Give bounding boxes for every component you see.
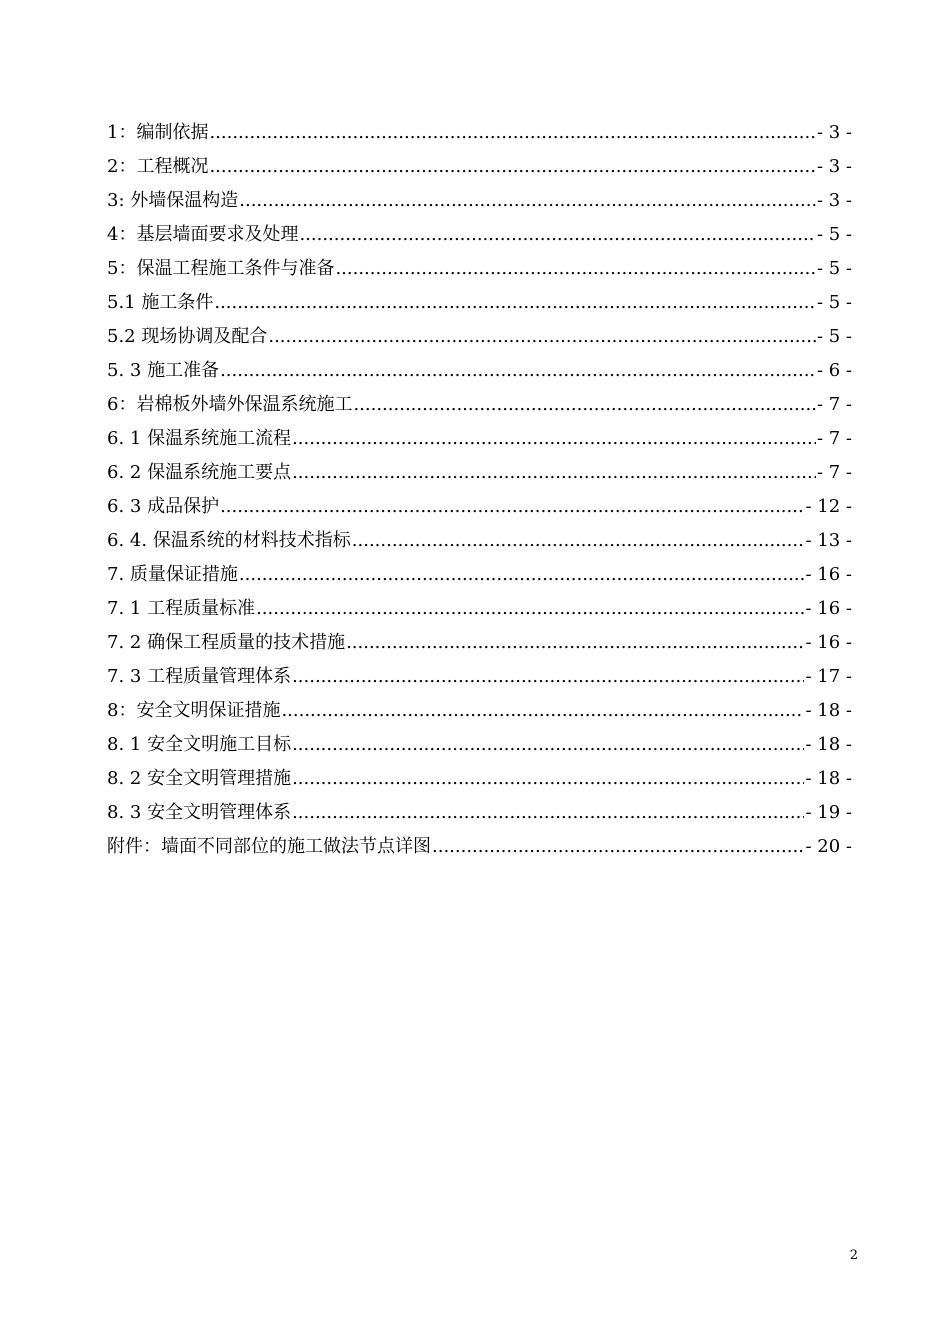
toc-entry[interactable]	[107, 689, 852, 723]
toc-entry-page: - 13 -	[805, 530, 852, 551]
page-number: 2	[849, 1248, 858, 1263]
toc-entry-page: - 3 -	[816, 122, 852, 143]
toc-dot-leader	[220, 359, 816, 383]
toc-dot-leader	[346, 631, 804, 655]
toc-entry-page: - 3 -	[816, 156, 852, 177]
toc-dot-leader	[239, 563, 805, 587]
toc-entry[interactable]	[107, 417, 852, 451]
toc-entry[interactable]	[107, 519, 852, 553]
toc-entry-title: 6：岩棉板外墙外保温系统施工	[107, 394, 353, 415]
toc-entry[interactable]	[107, 485, 852, 519]
toc-entry[interactable]	[107, 383, 852, 417]
toc-entry-page: - 5 -	[816, 326, 852, 347]
toc-entry[interactable]	[107, 553, 852, 587]
toc-entry[interactable]	[107, 281, 852, 315]
toc-entry-page: - 12 -	[805, 496, 852, 517]
toc-entry-title: 5.1 施工条件	[107, 292, 214, 313]
toc-entry-page: - 19 -	[805, 802, 852, 823]
toc-entry-title: 6. 3 成品保护	[107, 496, 220, 517]
toc-dot-leader	[209, 121, 815, 145]
toc-entry-title: 5. 3 施工准备	[107, 360, 220, 381]
toc-entry-title: 8. 3 安全文明管理体系	[107, 802, 292, 823]
toc-entry[interactable]	[107, 655, 852, 689]
toc-entry-page: - 5 -	[816, 224, 852, 245]
toc-entry[interactable]	[107, 723, 852, 757]
toc-dot-leader	[292, 427, 816, 451]
toc-dot-leader	[352, 529, 805, 553]
toc-dot-leader	[281, 699, 804, 723]
toc-entry-page: - 7 -	[816, 428, 852, 449]
toc-entry-title: 8. 2 安全文明管理措施	[107, 768, 292, 789]
toc-entry-page: - 18 -	[805, 700, 852, 721]
toc-entry-title: 5.2 现场协调及配合	[107, 326, 268, 347]
toc-entry[interactable]	[107, 621, 852, 655]
toc-entry-page: - 5 -	[816, 258, 852, 279]
toc-entry-page: - 16 -	[805, 564, 852, 585]
toc-dot-leader	[353, 393, 815, 417]
toc-entry-title: 6. 4. 保温系统的材料技术指标	[107, 530, 351, 551]
toc-dot-leader	[209, 155, 815, 179]
toc-entry-title: 3: 外墙保温构造	[107, 190, 239, 211]
toc-entry-title: 6. 2 保温系统施工要点	[107, 462, 292, 483]
toc-dot-leader	[432, 835, 804, 859]
toc-dot-leader	[239, 189, 816, 213]
toc-dot-leader	[214, 291, 816, 315]
toc-entry-title: 7. 1 工程质量标准	[107, 598, 256, 619]
toc-entry[interactable]	[107, 179, 852, 213]
toc-entry-title: 2：工程概况	[107, 156, 209, 177]
toc-entry-page: - 7 -	[816, 462, 852, 483]
toc-entry-title: 5：保温工程施工条件与准备	[107, 258, 335, 279]
toc-entry-page: - 20 -	[805, 836, 852, 857]
toc-entry[interactable]	[107, 791, 852, 825]
toc-entry-title: 附件：墙面不同部位的施工做法节点详图	[107, 836, 431, 857]
toc-dot-leader	[299, 223, 815, 247]
toc-entry-title: 4：基层墙面要求及处理	[107, 224, 299, 245]
toc-entry[interactable]	[107, 587, 852, 621]
toc-dot-leader	[256, 597, 804, 621]
toc-entry-page: - 18 -	[805, 768, 852, 789]
toc-entry[interactable]	[107, 349, 852, 383]
toc-dot-leader	[292, 733, 804, 757]
toc-entry[interactable]	[107, 757, 852, 791]
toc-entry-page: - 7 -	[816, 394, 852, 415]
toc-entry-title: 7. 3 工程质量管理体系	[107, 666, 292, 687]
toc-entry-page: - 17 -	[805, 666, 852, 687]
toc-entry[interactable]	[107, 825, 852, 859]
toc-entry-page: - 3 -	[816, 190, 852, 211]
toc-entry-page: - 6 -	[816, 360, 852, 381]
toc-entry-title: 7. 质量保证措施	[107, 564, 238, 585]
toc-dot-leader	[292, 801, 804, 825]
toc-entry-page: - 16 -	[805, 598, 852, 619]
toc-entry-title: 8：安全文明保证措施	[107, 700, 281, 721]
toc-entry[interactable]	[107, 111, 852, 145]
toc-entry[interactable]	[107, 315, 852, 349]
toc-entry-title: 1：编制依据	[107, 122, 209, 143]
toc-dot-leader	[292, 461, 816, 485]
toc-entry[interactable]	[107, 145, 852, 179]
toc-dot-leader	[335, 257, 815, 281]
toc-entry-page: - 18 -	[805, 734, 852, 755]
toc-entry-title: 7. 2 确保工程质量的技术措施	[107, 632, 346, 653]
toc-entry-page: - 5 -	[816, 292, 852, 313]
toc-dot-leader	[292, 665, 804, 689]
table-of-contents	[107, 111, 852, 859]
toc-dot-leader	[268, 325, 816, 349]
toc-entry-page: - 16 -	[805, 632, 852, 653]
toc-dot-leader	[220, 495, 804, 519]
toc-entry-title: 8. 1 安全文明施工目标	[107, 734, 292, 755]
toc-entry-title: 6. 1 保温系统施工流程	[107, 428, 292, 449]
toc-entry[interactable]	[107, 247, 852, 281]
toc-entry[interactable]	[107, 213, 852, 247]
toc-entry[interactable]	[107, 451, 852, 485]
toc-dot-leader	[292, 767, 804, 791]
